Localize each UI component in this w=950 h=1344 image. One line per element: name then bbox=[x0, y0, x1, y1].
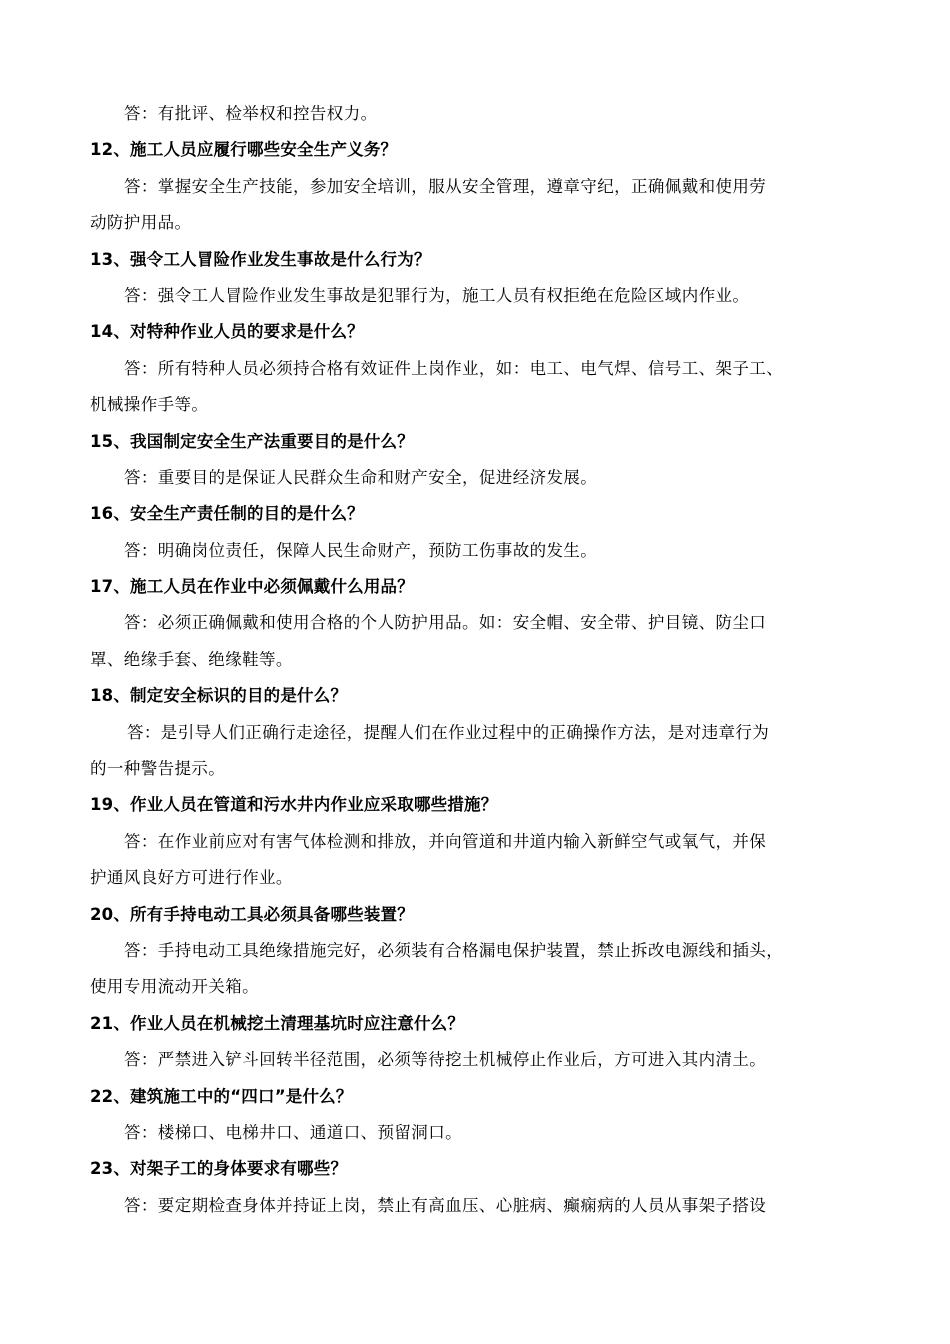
question-heading: 13、强令工人冒险作业发生事故是什么行为？ bbox=[90, 249, 431, 269]
question-heading: 23、对架子工的身体要求有哪些？ bbox=[90, 1159, 348, 1179]
question-heading: 17、施工人员在作业中必须佩戴什么用品？ bbox=[90, 577, 414, 597]
answer-line: 答：是引导人们正确行走途径，提醒人们在作业过程中的正确操作方法，是对违章行为 bbox=[127, 722, 770, 742]
answer-line: 答：有批评、检举权和控告权力。 bbox=[124, 104, 378, 123]
answer-line: 答：明确岗位责任，保障人民生命财产，预防工伤事故的发生。 bbox=[124, 540, 598, 560]
question-heading: 22、建筑施工中的“四口”是什么？ bbox=[90, 1086, 353, 1106]
answer-line: 答：在作业前应对有害气体检测和排放，并向管道和井道内输入新鲜空气或氧气，并保 bbox=[124, 831, 767, 851]
question-heading: 20、所有手持电动工具必须具备哪些装置？ bbox=[90, 904, 414, 924]
answer-line: 答：掌握安全生产技能，参加安全培训，服从安全管理，遵章守纪，正确佩戴和使用劳 bbox=[124, 176, 767, 196]
answer-continuation: 罩、绝缘手套、绝缘鞋等。 bbox=[90, 649, 293, 669]
question-heading: 15、我国制定安全生产法重要目的是什么？ bbox=[90, 431, 414, 451]
answer-continuation: 使用专用流动开关箱。 bbox=[90, 977, 259, 997]
question-heading: 18、制定安全标识的目的是什么？ bbox=[90, 686, 348, 706]
question-heading: 19、作业人员在管道和污水井内作业应采取哪些措施？ bbox=[90, 795, 498, 815]
answer-continuation: 动防护用品。 bbox=[90, 213, 192, 233]
question-heading: 14、对特种作业人员的要求是什么？ bbox=[90, 322, 364, 342]
question-heading: 16、安全生产责任制的目的是什么？ bbox=[90, 504, 364, 524]
answer-line: 答：楼梯口、电梯井口、通道口、预留洞口。 bbox=[124, 1122, 462, 1142]
answer-continuation: 机械操作手等。 bbox=[90, 395, 209, 415]
qa-text-body bbox=[90, 96, 875, 1224]
answer-line: 答：重要目的是保证人民群众生命和财产安全，促进经济发展。 bbox=[124, 467, 598, 487]
answer-continuation: 护通风良好方可进行作业。 bbox=[90, 868, 293, 888]
answer-continuation: 的一种警告提示。 bbox=[90, 759, 226, 779]
answer-line: 答：所有特种人员必须持合格有效证件上岗作业，如：电工、电气焊、信号工、架子工、 bbox=[124, 358, 784, 378]
answer-line: 答：要定期检查身体并持证上岗，禁止有高血压、心脏病、癫痫病的人员从事架子搭设 bbox=[124, 1195, 767, 1215]
question-heading: 21、作业人员在机械挖土清理基坑时应注意什么？ bbox=[90, 1013, 465, 1033]
answer-line: 答：必须正确佩戴和使用合格的个人防护用品。如：安全帽、安全带、护目镜、防尘口 bbox=[124, 613, 767, 633]
answer-line: 答：严禁进入铲斗回转半径范围，必须等待挖土机械停止作业后，方可进入其内清土。 bbox=[124, 1050, 767, 1070]
answer-line: 答：强令工人冒险作业发生事故是犯罪行为，施工人员有权拒绝在危险区域内作业。 bbox=[124, 285, 750, 305]
question-heading: 12、施工人员应履行哪些安全生产义务？ bbox=[90, 140, 398, 160]
answer-line: 答：手持电动工具绝缘措施完好，必须装有合格漏电保护装置，禁止拆改电源线和插头， bbox=[124, 940, 784, 960]
